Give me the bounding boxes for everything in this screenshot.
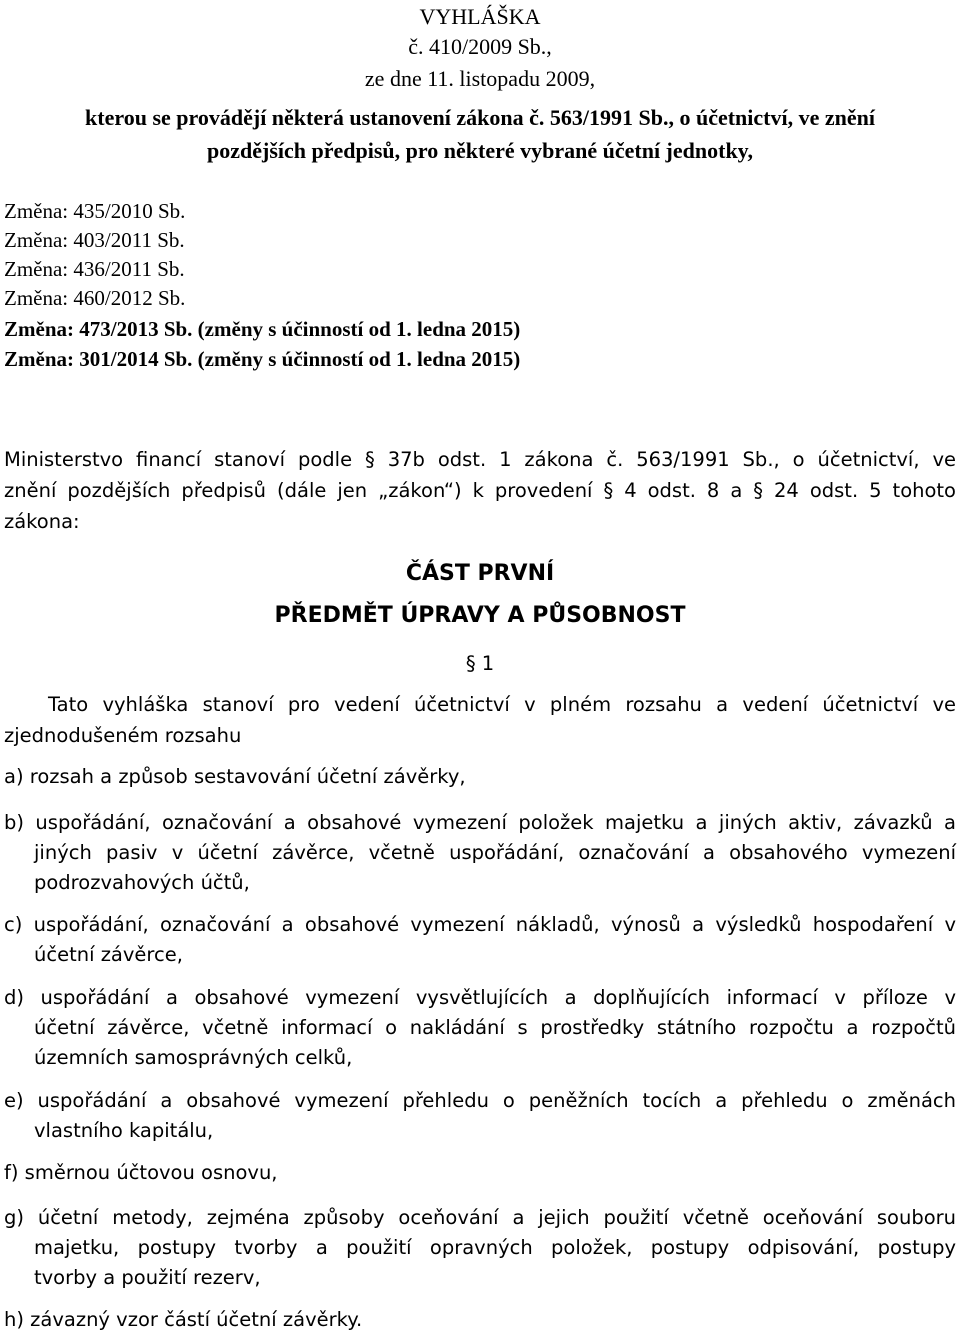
amendment-item: Změna: 301/2014 Sb. (změny s účinností od 1. ledna 2015) [4, 347, 521, 371]
list-item-b-cont: jiných pasiv v účetní závěrce, včetně uspořádání, označování a obsahového vymezení [34, 841, 956, 864]
intro-line: Tato vyhláška stanoví pro vedení účetnictví v plném rozsahu a vedení účetnictví ve [48, 693, 956, 716]
document-number: č. 410/2009 Sb., [408, 34, 552, 59]
section-number: § 1 [465, 652, 495, 675]
document-date: ze dne 11. listopadu 2009, [364, 66, 596, 91]
list-item-c: c) uspořádání, označování a obsahové vymezení nákladů, výnosů a výsledků hospodaření v [4, 913, 956, 936]
list-item-h: h) závazný vzor částí účetní závěrky. [4, 1308, 363, 1331]
list-item-b-cont: podrozvahových účtů, [34, 871, 250, 894]
list-item-c-cont: účetní závěrce, [34, 943, 183, 966]
list-item-g-cont: tvorby a použití rezerv, [34, 1266, 261, 1289]
amendment-item: Změna: 473/2013 Sb. (změny s účinností od 1. ledna 2015) [4, 317, 521, 341]
list-item-f: f) směrnou účtovou osnovu, [4, 1161, 278, 1184]
intro-line: zjednodušeném rozsahu [4, 724, 242, 747]
list-item-e-cont: vlastního kapitálu, [34, 1119, 214, 1142]
amendment-item: Změna: 460/2012 Sb. [4, 286, 186, 310]
preamble-line: znění pozdějších předpisů (dále jen „zákon“) k provedení § 4 odst. 8 a § 24 odst. 5 tohoto [4, 479, 956, 502]
document-subject-line1: kterou se provádějí některá ustanovení zákona č. 563/1991 Sb., o účetnictví, ve znění [85, 105, 875, 130]
list-item-d-cont: územních samosprávných celků, [34, 1046, 353, 1069]
list-item-b: b) uspořádání, označování a obsahové vymezení položek majetku a jiných aktiv, závazků a [4, 811, 956, 834]
list-item-a: a) rozsah a způsob sestavování účetní závěrky, [4, 765, 466, 788]
preamble-line: Ministerstvo financí stanoví podle § 37b odst. 1 zákona č. 563/1991 Sb., o účetnictví, ve [4, 448, 956, 471]
amendment-item: Změna: 436/2011 Sb. [4, 257, 185, 281]
list-item-e: e) uspořádání a obsahové vymezení přehledu o peněžních tocích a přehledu o změnách [4, 1089, 956, 1112]
part-title: ČÁST PRVNÍ [405, 561, 555, 586]
part-subtitle: PŘEDMĚT ÚPRAVY A PŮSOBNOST [274, 603, 686, 628]
preamble-line: zákona: [4, 510, 80, 533]
document-type: VYHLÁŠKA [419, 4, 541, 29]
amendment-item: Změna: 435/2010 Sb. [4, 199, 186, 223]
list-item-g-cont: majetku, postupy tvorby a použití opravných položek, postupy odpisování, postupy [34, 1236, 956, 1259]
list-item-d-cont: účetní závěrce, včetně informací o nakládání s prostředky státního rozpočtu a rozpočtů [34, 1016, 956, 1039]
list-item-d: d) uspořádání a obsahové vymezení vysvětlujících a doplňujících informací v příloze v [4, 986, 956, 1009]
document-subject-line2: pozdějších předpisů, pro některé vybrané účetní jednotky, [207, 138, 753, 163]
amendment-item: Změna: 403/2011 Sb. [4, 228, 185, 252]
list-item-g: g) účetní metody, zejména způsoby oceňování a jejich použití včetně oceňování souboru [4, 1206, 956, 1229]
